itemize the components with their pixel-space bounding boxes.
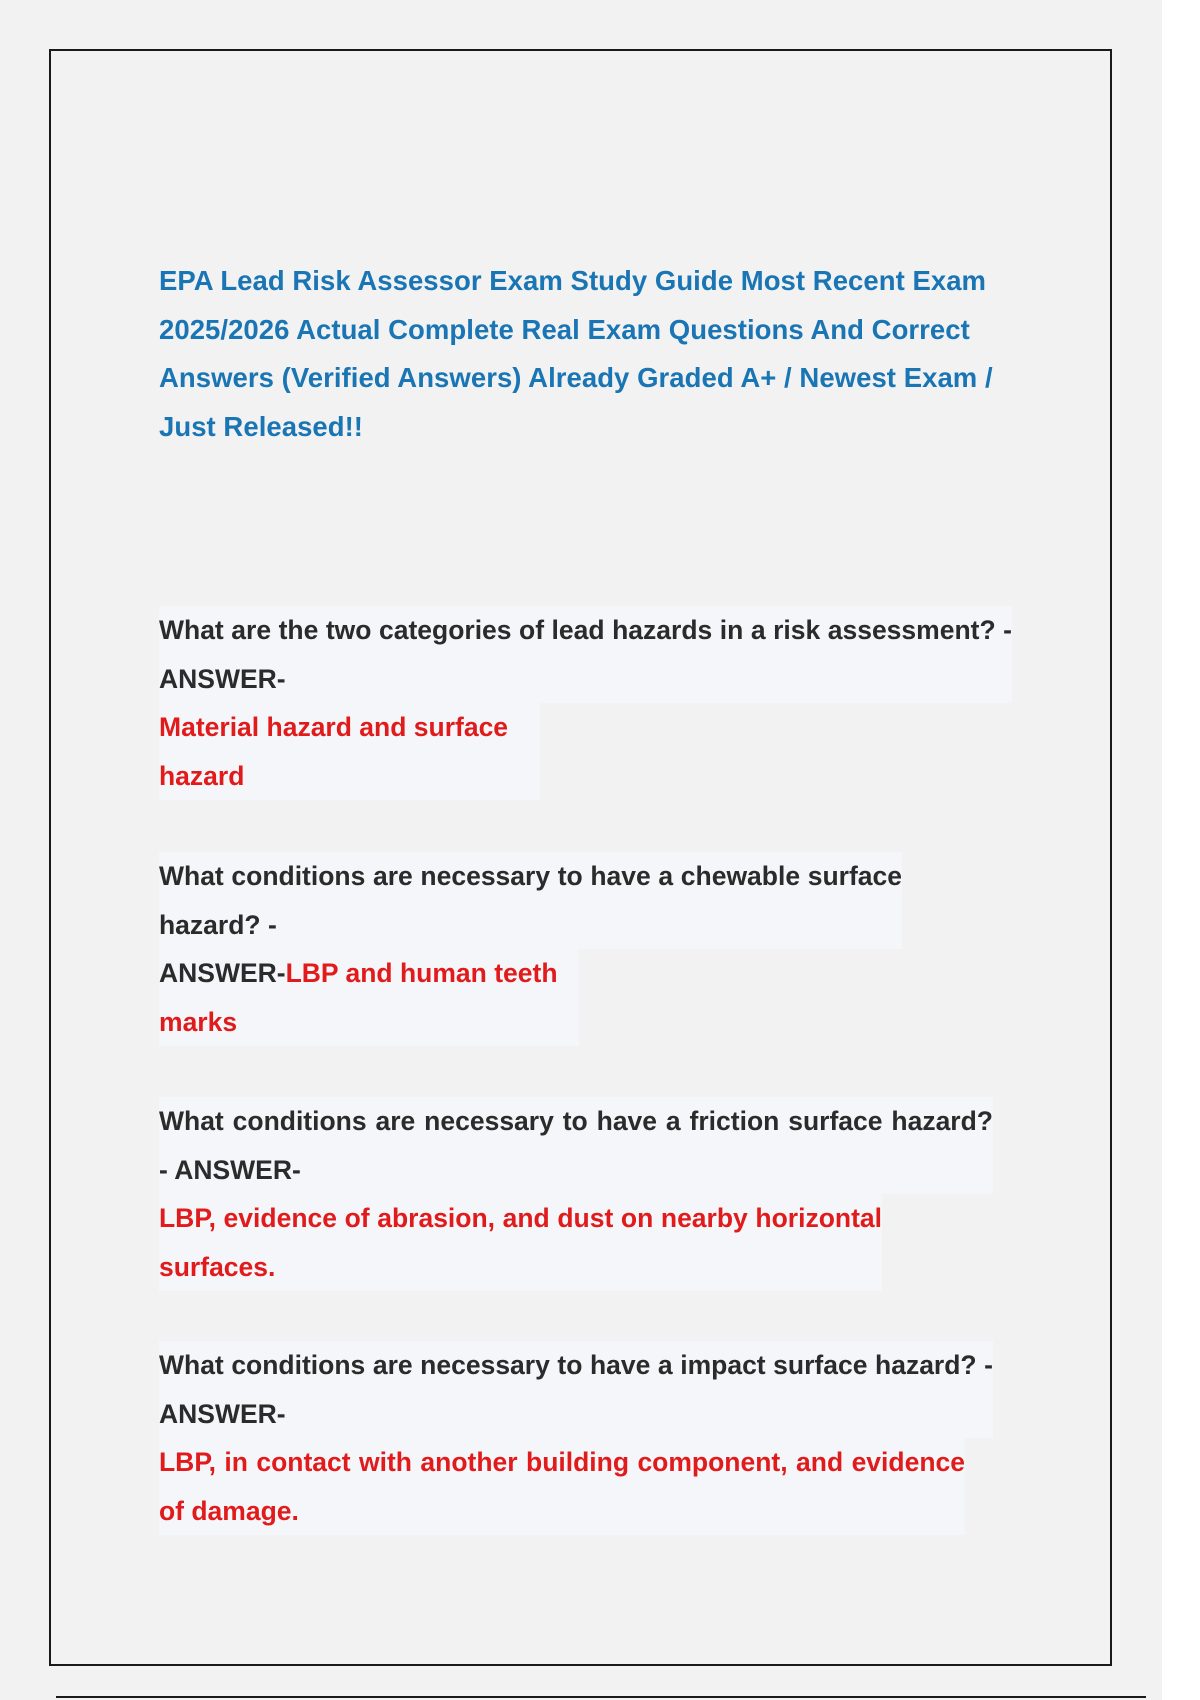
answer-text: LBP, evidence of abrasion, and dust on nearby horizontal surfaces. (159, 1194, 882, 1291)
question-text: What conditions are necessary to have a friction surface hazard? - ANSWER- (159, 1097, 993, 1194)
next-page-edge (56, 1696, 1146, 1698)
question-text: What are the two categories of lead hazards in a risk assessment? - ANSWER- (159, 606, 1012, 703)
document-title: EPA Lead Risk Assessor Exam Study Guide Most Recent Exam 2025/2026 Actual Complete Real Exam Questions And Correct Answers (Verified Answers) Already Graded A+ / Newest Exam / Just Released!! (159, 265, 993, 442)
answer-text: Material hazard and surface hazard (159, 703, 540, 800)
answer-text: LBP, in contact with another building component, and evidence of damage. (159, 1438, 965, 1535)
answer-line (159, 949, 579, 1046)
answer-prefix: ANSWER- (159, 958, 286, 988)
answer-text: LBP and human teeth marks (159, 958, 558, 1037)
qa-item (159, 852, 902, 1046)
qa-item (159, 606, 1012, 800)
question-text: What conditions are necessary to have a impact surface hazard? - ANSWER- (159, 1341, 993, 1438)
qa-item (159, 1097, 993, 1291)
document-page (49, 49, 1112, 1666)
question-text: What conditions are necessary to have a chewable surface hazard? - (159, 852, 902, 949)
qa-item (159, 1341, 993, 1535)
